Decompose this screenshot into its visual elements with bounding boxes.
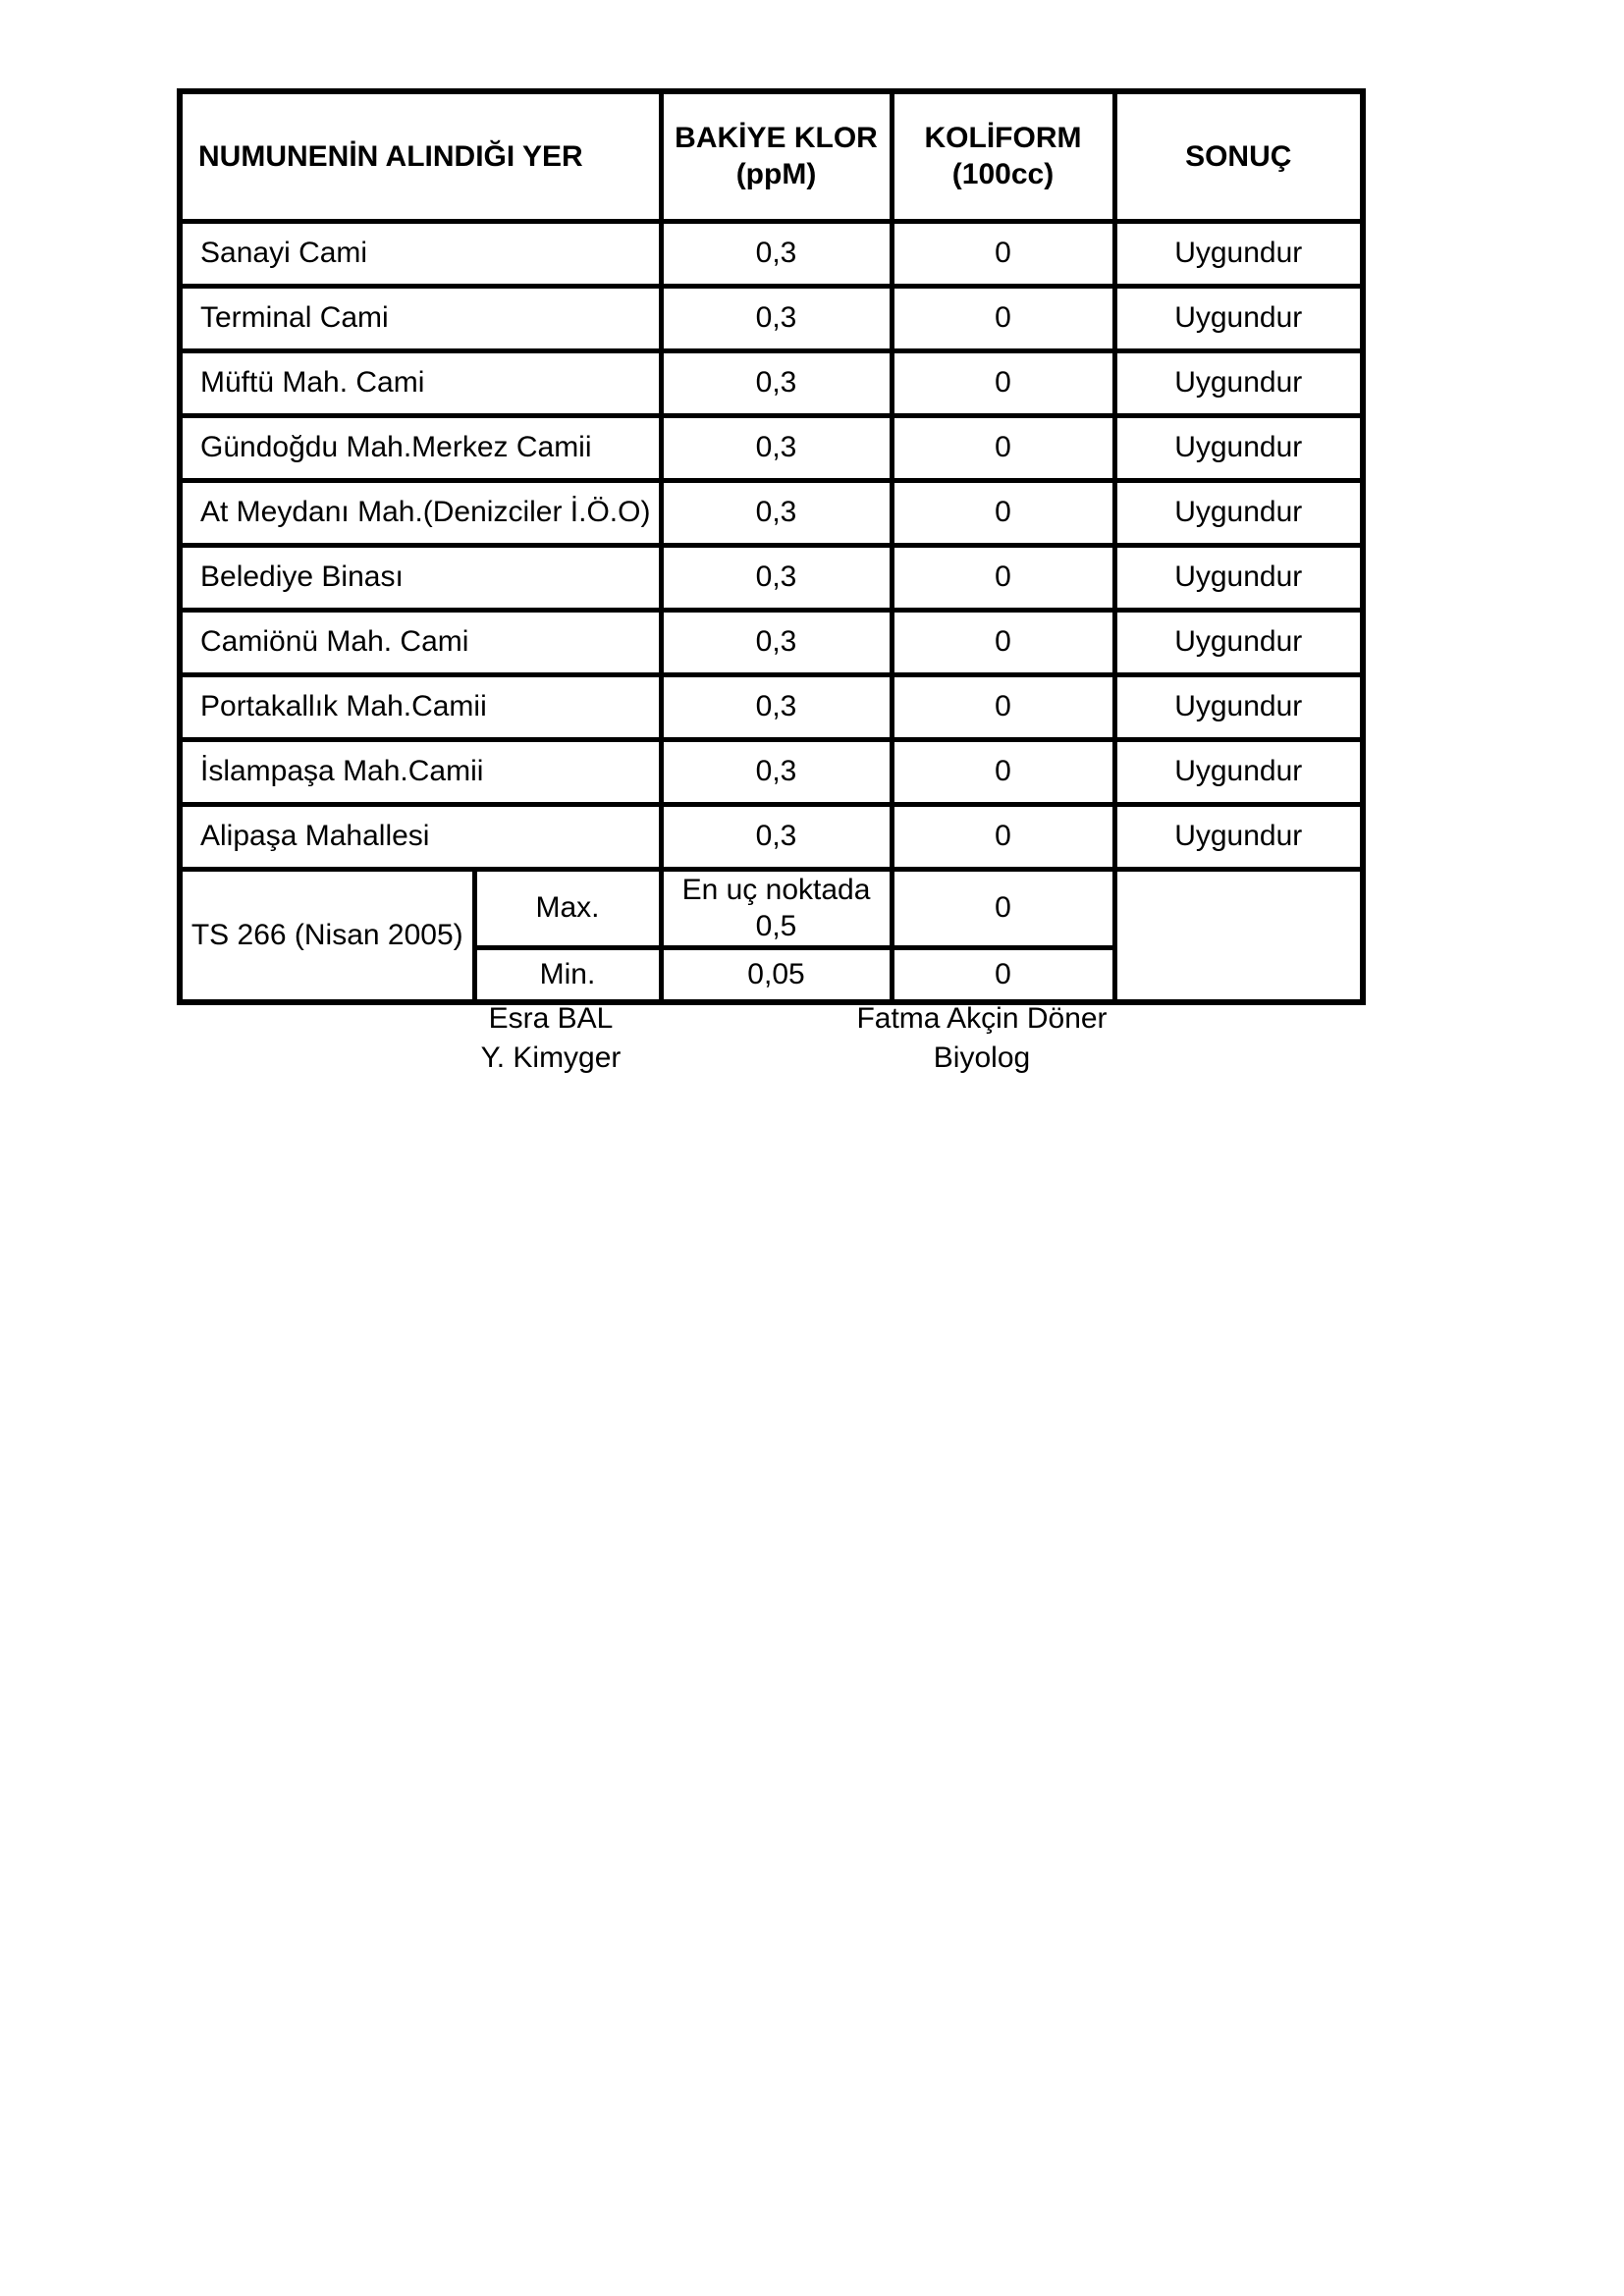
sonuc-cell: Uygundur [1114, 286, 1363, 350]
header-klor-line2: (ppM) [735, 158, 817, 191]
klor-cell: 0,3 [661, 415, 892, 480]
klor-cell: 0,3 [661, 221, 892, 286]
klor-cell: 0,3 [661, 610, 892, 674]
sonuc-cell: Uygundur [1114, 480, 1363, 545]
standard-min-label-cell: Min. [474, 947, 661, 1002]
koliform-cell: 0 [892, 415, 1114, 480]
sonuc-cell: Uygundur [1114, 610, 1363, 674]
place-cell: Camiönü Mah. Cami [180, 610, 661, 674]
signature-title: Y. Kimyger [480, 1041, 622, 1074]
koliform-cell: 0 [892, 221, 1114, 286]
koliform-cell: 0 [892, 286, 1114, 350]
standard-max-label-cell: Max. [474, 869, 661, 947]
standard-min-koliform-cell: 0 [892, 947, 1114, 1002]
signature-title: Biyolog [933, 1041, 1031, 1074]
header-sonuc-label: SONUÇ [1185, 139, 1292, 173]
header-koliform-line1: KOLİFORM [924, 121, 1082, 154]
klor-cell: 0,3 [661, 739, 892, 804]
klor-cell: 0,3 [661, 674, 892, 739]
koliform-cell: 0 [892, 674, 1114, 739]
standard-label-cell: TS 266 (Nisan 2005) [180, 869, 474, 1002]
signature-block-biologist [856, 999, 1107, 1078]
sonuc-cell: Uygundur [1114, 545, 1363, 610]
signature-name: Esra BAL [488, 1002, 614, 1035]
table-row [180, 286, 1363, 350]
header-cell-sonuc [1114, 91, 1363, 221]
signature-name: Fatma Akçin Döner [856, 1002, 1108, 1035]
koliform-cell: 0 [892, 350, 1114, 415]
place-cell: Terminal Cami [180, 286, 661, 350]
table-row [180, 739, 1363, 804]
koliform-cell: 0 [892, 804, 1114, 869]
klor-cell: 0,3 [661, 804, 892, 869]
koliform-cell: 0 [892, 610, 1114, 674]
sonuc-cell: Uygundur [1114, 739, 1363, 804]
klor-cell: 0,3 [661, 545, 892, 610]
standard-max-row [180, 869, 1363, 947]
klor-cell: 0,3 [661, 480, 892, 545]
standard-sonuc-cell [1114, 869, 1363, 1002]
header-cell-klor [661, 91, 892, 221]
table-row [180, 545, 1363, 610]
header-koliform-line2: (100cc) [951, 158, 1055, 191]
header-cell-place [180, 91, 661, 221]
place-cell: Belediye Binası [180, 545, 661, 610]
sonuc-cell: Uygundur [1114, 415, 1363, 480]
place-cell: Gündoğdu Mah.Merkez Camii [180, 415, 661, 480]
table-row [180, 804, 1363, 869]
klor-cell: 0,3 [661, 350, 892, 415]
table-row [180, 610, 1363, 674]
sonuc-cell: Uygundur [1114, 221, 1363, 286]
table-row [180, 415, 1363, 480]
table-header-row [180, 91, 1363, 221]
standard-max-koliform-cell: 0 [892, 869, 1114, 947]
place-cell: İslampaşa Mah.Camii [180, 739, 661, 804]
signature-block-chemist [481, 999, 622, 1078]
sonuc-cell: Uygundur [1114, 674, 1363, 739]
place-cell: Alipaşa Mahallesi [180, 804, 661, 869]
klor-cell: 0,3 [661, 286, 892, 350]
water-quality-table [177, 88, 1366, 1005]
header-klor-line1: BAKİYE KLOR [675, 121, 878, 154]
place-cell: Sanayi Cami [180, 221, 661, 286]
standard-max-klor-line1: En uç noktada [681, 873, 871, 906]
standard-max-klor-line2: 0,5 [755, 910, 797, 942]
header-cell-koliform [892, 91, 1114, 221]
header-place-label: NUMUNENİN ALINDIĞI YER [198, 139, 583, 173]
place-cell: Müftü Mah. Cami [180, 350, 661, 415]
standard-min-klor-cell: 0,05 [661, 947, 892, 1002]
place-cell: Portakallık Mah.Camii [180, 674, 661, 739]
koliform-cell: 0 [892, 545, 1114, 610]
koliform-cell: 0 [892, 739, 1114, 804]
table-row [180, 480, 1363, 545]
table-row [180, 350, 1363, 415]
sonuc-cell: Uygundur [1114, 804, 1363, 869]
sonuc-cell: Uygundur [1114, 350, 1363, 415]
place-cell: At Meydanı Mah.(Denizciler İ.Ö.O) [180, 480, 661, 545]
table-row [180, 674, 1363, 739]
koliform-cell: 0 [892, 480, 1114, 545]
standard-max-klor-cell [661, 869, 892, 947]
table-row [180, 221, 1363, 286]
